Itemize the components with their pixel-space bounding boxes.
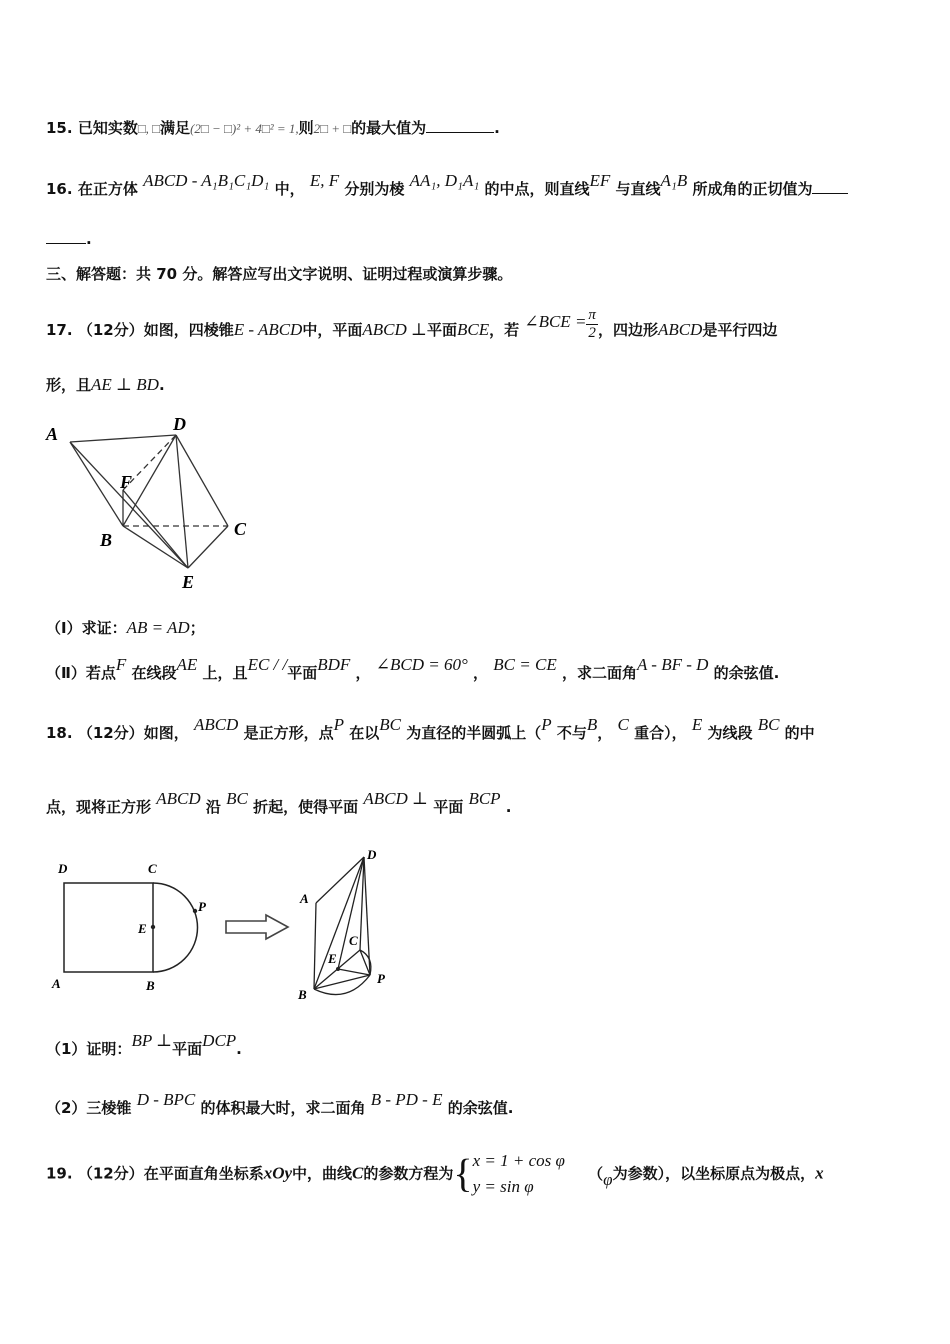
edge-AB bbox=[70, 442, 123, 526]
label-A: A bbox=[46, 424, 59, 444]
label-B: B bbox=[146, 978, 155, 993]
label-E: E bbox=[328, 951, 337, 966]
q17-part1: （Ⅰ）求证：AB = AD； bbox=[46, 618, 205, 637]
label-E: E bbox=[138, 921, 147, 936]
transform-arrow-icon bbox=[222, 912, 294, 942]
q17-pyramid-figure bbox=[40, 408, 260, 593]
label-P: P bbox=[198, 899, 206, 914]
pi-over-2: $\frac{\pi}{2}$ bbox=[588, 307, 596, 341]
question-15: 15. 已知实数□, □满足(2□ − □)² + 4□² = 1,则2□ + □的最大值为 . bbox=[46, 119, 500, 137]
section-heading: 三、解答题：共 70 分。解答应写出文字说明、证明过程或演算步骤。 bbox=[46, 265, 513, 283]
label-C: C bbox=[148, 861, 157, 876]
label-A: A bbox=[52, 976, 61, 991]
label-C: C bbox=[234, 519, 247, 539]
question-16: 16. 在正方体 ABCD - A₁B₁C₁D₁ 中， E, F 分别为棱 AA₁, D₁A₁ 的中点，则直线EF 与直线A₁B 所成角的正切值为 bbox=[46, 178, 848, 199]
question-19: 19. （12分）在平面直角坐标系xOy中，曲线C的参数方程为{ x = 1 + cos φ y = sin φ （φ为参数），以坐标原点为极点，x bbox=[46, 1148, 824, 1200]
q18-part2: （2）三棱锥 D - BPC 的体积最大时，求二面角 B - PD - E 的余弦值. bbox=[46, 1090, 514, 1117]
edge-AD bbox=[70, 435, 176, 442]
label-E: E bbox=[182, 572, 195, 592]
label-P: P bbox=[377, 971, 385, 986]
question-18-line2: 点，现将正方形 ABCD 沿 BC 折起，使得平面 ABCD ⊥ 平面 BCP . bbox=[46, 789, 512, 816]
q17-part2: （Ⅱ）若点F 在线段AE 上，且EC / /平面BDF ， ∠BCD = 60° ， BC = CE ，求二面角A - BF - D 的余弦值. bbox=[46, 655, 780, 682]
semicircle-arc bbox=[153, 883, 198, 972]
system-brace: { bbox=[453, 1150, 473, 1196]
label-F: F bbox=[120, 472, 133, 492]
label-B: B bbox=[298, 987, 307, 1002]
q16-number: 16. bbox=[46, 180, 73, 198]
parametric-equations: x = 1 + cos φ y = sin φ bbox=[472, 1151, 565, 1196]
edge-AB bbox=[314, 903, 316, 989]
point-P bbox=[193, 909, 197, 913]
label-D: D bbox=[58, 861, 68, 876]
point-E bbox=[151, 925, 155, 929]
question-17: 17. （12分）如图，四棱锥E - ABCD中，平面ABCD ⊥平面BCE，若 ∠BCE = $\frac{\pi}{2}$ ，四边形ABCD是平行四边 bbox=[46, 307, 778, 341]
edge-AE bbox=[70, 442, 188, 568]
edge-BE bbox=[123, 526, 188, 568]
edge-DE bbox=[338, 857, 364, 969]
q18-folded-figure bbox=[292, 845, 402, 1005]
question-16-continued: . bbox=[46, 230, 92, 248]
label-C: C bbox=[349, 933, 358, 948]
answer-blank-continued bbox=[46, 243, 86, 244]
edge-FE bbox=[123, 490, 188, 568]
label-D: D bbox=[367, 847, 377, 862]
point-E bbox=[336, 967, 340, 971]
q15-number: 15. bbox=[46, 119, 73, 137]
edge-EC bbox=[188, 526, 228, 568]
edge-DP bbox=[364, 857, 370, 975]
edge-AD bbox=[316, 857, 364, 903]
arc-BP bbox=[314, 975, 370, 995]
edge-EP bbox=[338, 969, 370, 975]
edge-DE bbox=[176, 435, 188, 568]
label-A: A bbox=[300, 891, 309, 906]
label-B: B bbox=[100, 530, 113, 550]
edge-DC bbox=[176, 435, 228, 526]
q18-part1: （1）证明：BP ⊥平面DCP. bbox=[46, 1031, 242, 1058]
answer-blank bbox=[426, 132, 494, 133]
label-D: D bbox=[173, 414, 186, 434]
question-17-line2: 形，且AE ⊥ BD. bbox=[46, 375, 165, 394]
answer-blank bbox=[812, 193, 848, 194]
q18-square-figure bbox=[46, 855, 216, 1005]
question-18: 18. （12分）如图， ABCD 是正方形，点P 在以BC 为直径的半圆弧上（P 不与B， C 重合）， E 为线段 BC 的中 bbox=[46, 715, 815, 742]
